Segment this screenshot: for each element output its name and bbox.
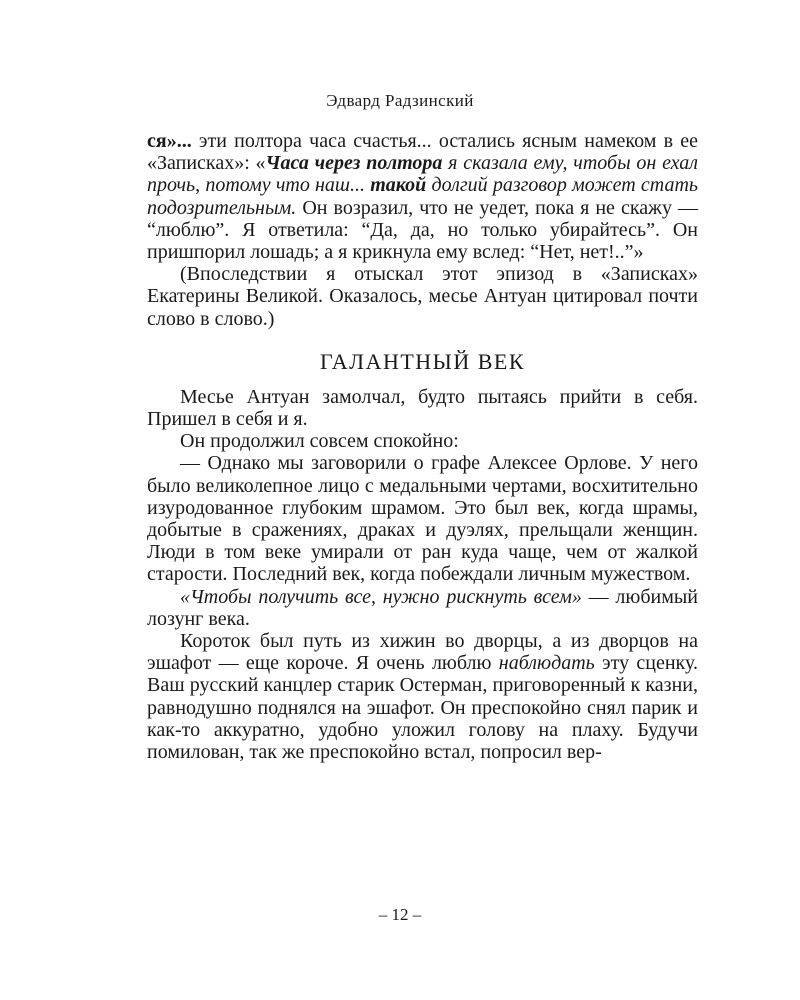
page-number: – 12 – — [378, 905, 422, 924]
text-run: «Чтобы получить все, нужно рискнуть всем» — [180, 585, 582, 608]
paragraph: Месье Антуан замолчал, будто пытаясь прийти в себя. Пришел в себя и я. — [147, 385, 698, 431]
section-title: ГАЛАНТНЫЙ ВЕК — [319, 348, 526, 374]
text-run: я сказала ему, чтобы он ехал прочь, потому что наш... — [147, 152, 699, 197]
text-run: Он возразил, что не уедет, пока я не скажу — “люблю”. Я ответила: “Да, да, но только убирайтесь”. Он пришпорил лошадь; а я крикнула ему вслед: “Нет, нет!..”» — [147, 196, 698, 264]
text-run: долгий разговор может стать подозрительным. — [147, 174, 699, 219]
running-header-author: Эдвард Радзинский — [326, 91, 474, 110]
text-run: эту сценку. Ваш русский канцлер старик Остерман, приговоренный к казни, равнодушно поднялся на эшафот. Он преспокойно снял парик и как-то аккуратно, удобно уложил голову на плаху. Будучи помилован, так же преспокойно встал, попросил вер- — [147, 652, 698, 764]
text-run: Часа через полтора — [265, 152, 443, 175]
paragraph: (Впоследствии я отыскал этот эпизод в «Записках» Екатерины Великой. Оказалось, месье Антуан цитировал почти слово в слово.) — [147, 263, 698, 330]
text-run: эти полтора часа счастья... остались ясным намеком в ее «Записках»: « — [147, 130, 698, 175]
paragraph-continued — [147, 130, 698, 263]
paragraph — [147, 630, 698, 763]
text-run: такой — [370, 174, 427, 197]
paragraph — [147, 586, 698, 630]
text-run: — любимый лозунг века. — [147, 585, 698, 630]
text-run: ся»... — [147, 130, 192, 152]
text-run: наблюдать — [498, 652, 595, 675]
text-run: Короток был путь из хижин во дворцы, а из дворцов на эшафот — еще короче. Я очень люблю — [147, 630, 698, 675]
body-text — [147, 130, 698, 763]
paragraph: — Однако мы заговорили о графе Алексее Орлове. У него было великолепное лицо с медальными чертами, восхитительно изуродованное глубоким шрамом. Это был век, когда шрамы, добытые в сражениях, драках и дуэлях, прельщали женщин. Люди в том веке умирали от ран куда чаще, чем от жалкой старости. Последний век, когда побеждали личным мужеством. — [147, 452, 698, 586]
paragraph: Он продолжил совсем спокойно: — [180, 430, 459, 453]
